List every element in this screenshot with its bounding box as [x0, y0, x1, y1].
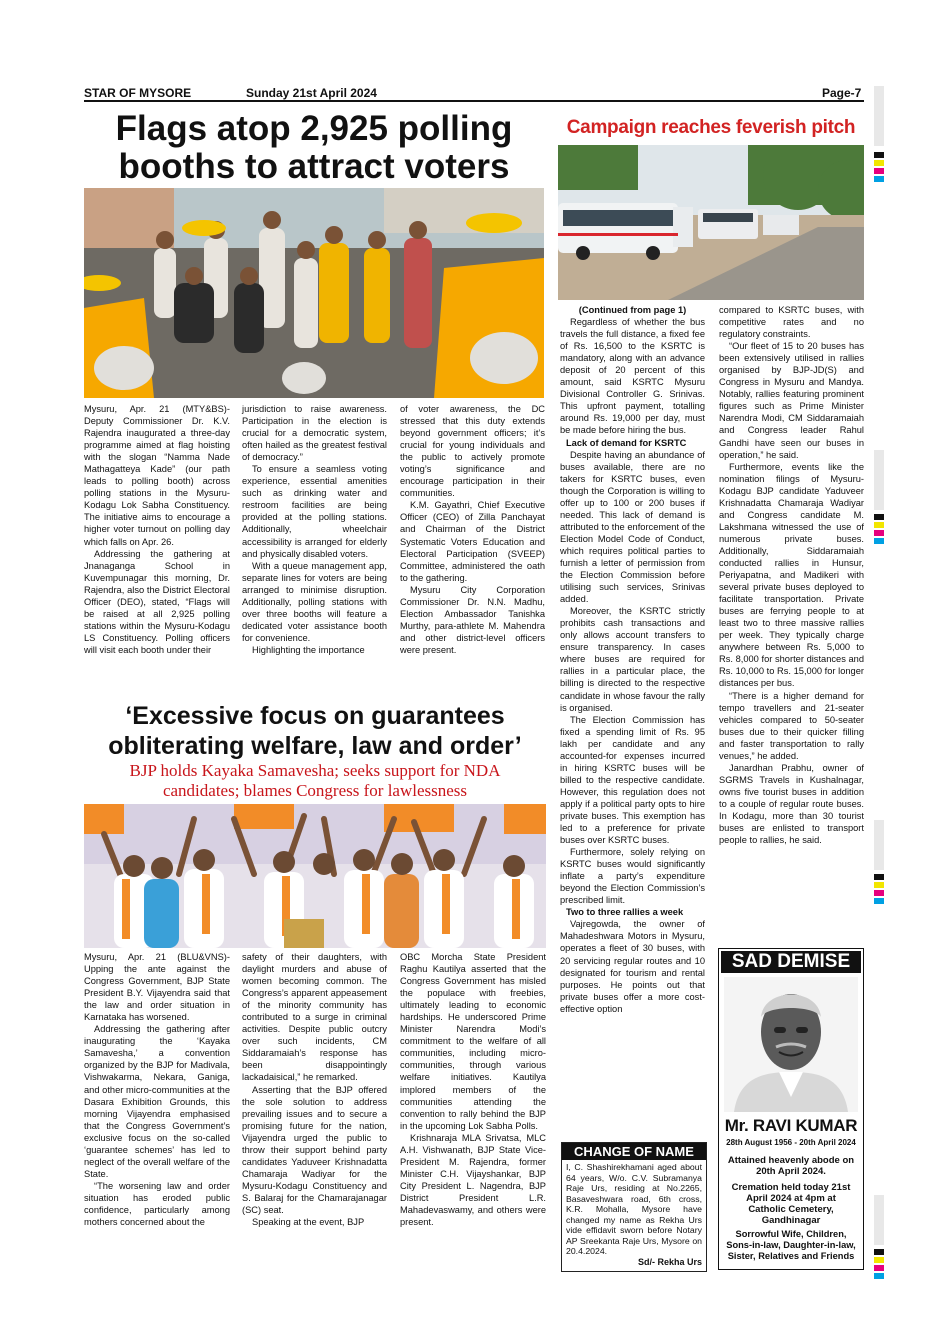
- story1-paragraph: Mysuru, Apr. 21 (MTY&BS)- Deputy Commissioner Dr. K.V. Rajendra inaugurated a three-day programme aimed at flag hoisting with the slogan “Namma Nade Mathagatteya Kade” (our path leads to polling booth) across polling stations in the Mysuru-Kodagu Lok Sabha Constituency. The initiative aims to encourage a higher voter turnout on polling day which falls on Apr. 26.: [84, 404, 230, 547]
- story3-column-1: [560, 304, 705, 1015]
- print-margin-bar: [874, 1195, 884, 1245]
- story2-paragraph: Mysuru, Apr. 21 (BLU&VNS)- Upping the ante against the Congress Government, BJP State President B.Y. Vijayendra said that the law and order situation in Karnataka has worsened.: [84, 952, 230, 1023]
- story3-paragraph: Despite having an abundance of buses available, there are no takers for KSRTC buses, even though the Corporation is willing to offer up to 100 or 200 buses if needed. This lack of demand is attributed to the enforcement of the Election Model Code of Conduct, which requires political parties to furnish a letter of permission from the Election Commission before utilising such services, Srinivas added.: [560, 449, 705, 605]
- story2-paragraph: OBC Morcha State President Raghu Kautilya asserted that the Congress Government has misled the populace with freebies, ultimately leading to economic hardships. He underscored Prime Minister Narendra Modi’s commitment to the welfare of all communities, including micro-communities, through various welfare initiatives. Kautilya implored members of the communities attending the convention to rally behind the BJP in the upcoming Lok Sabha Polls.: [400, 952, 546, 1131]
- header-rule: [84, 100, 864, 102]
- story3-paragraph: Vajregowda, the owner of Mahadeshwara Motors in Mysuru, operates a fleet of 30 buses, with 20 servicing regular routes and 10 designated for tourism and rental purposes. He points out that private buses offer a more cost-effective option: [560, 919, 705, 1014]
- buses-photo-illustration: [558, 145, 864, 300]
- story1-paragraph: Mysuru City Corporation Commissioner Dr. N.N. Madhu, Election Ambassador Tanishka Murthy, para-athlete M. Mahendra and other district-level officers were present.: [400, 584, 545, 655]
- story3-paragraph: “There is a higher demand for tempo travellers and 21-seater vehicles compared to 50-seater buses due to their quicker filling and faster transportation to rally venues,” he added.: [719, 690, 864, 761]
- obituary-cremation: Cremation held today 21st April 2024 at 4pm at Catholic Cemetery, Gandhinagar: [731, 1182, 851, 1226]
- story1-headline: [84, 110, 544, 186]
- story1-column-3: [400, 403, 545, 656]
- story1-column-1: [84, 403, 230, 656]
- story1-headline-line2: booths to attract voters: [118, 147, 510, 186]
- story3-headline: Campaign reaches feverish pitch: [566, 117, 856, 138]
- story1-paragraph: K.M. Gayathri, Chief Executive Officer (CEO) of Zilla Panchayat and Chairman of the District Systematic Voters Education and Electoral Participation (SVEEP) Committee, administered the oath to the gathering.: [400, 500, 545, 583]
- story1-paragraph: of voter awareness, the DC stressed that this duty extends beyond government officers; it’s crucial for young individuals and the public to actively promote voting’s significance and encourage participation in their communities.: [400, 404, 545, 499]
- story2-column-2: [242, 951, 387, 1228]
- story3-subheading: Lack of demand for KSRTC: [566, 437, 687, 448]
- print-margin-bar: [874, 820, 884, 870]
- obituary-title: SAD DEMISE: [721, 951, 861, 973]
- registration-mark: [874, 890, 884, 896]
- story2-paragraph: Speaking at the event, BJP: [252, 1217, 365, 1228]
- page-number: Page-7: [822, 86, 862, 100]
- newspaper-name: STAR OF MYSORE: [84, 86, 192, 100]
- story2-subheadline: [84, 761, 546, 801]
- registration-mark: [874, 176, 884, 182]
- flag-hoisting-photo: [84, 188, 544, 398]
- story2-paragraph: safety of their daughters, with daylight murders and abuse of women becoming common. The Congress’s apparent appeasement of the minority community has contributed to a surge in criminal activities. Despite public outcry over such incidents, CM Siddaramaiah’s response has been disappointingly lackadaisical,” he remarked.: [242, 952, 387, 1083]
- story3-paragraph: Moreover, the KSRTC strictly prohibits cash transactions and only allows account transfers to ensure transparency. In cases where buses are required for rallies in a particular place, the billing is directed to the respective candidate in whose favour the rally is organised.: [560, 606, 705, 713]
- story3-column-2: [719, 304, 864, 846]
- obituary-portrait: [724, 977, 858, 1112]
- story3-paragraph: “Our fleet of 15 to 20 buses has been extensively utilised in rallies organised by BJP-JD(S) and Congress in Mysuru and Mandya. Notably, rallies featuring prominent figures such as Prime Minister Narendra Modi, CM Siddaramaiah and Congress leader Rahul Gandhi have seen our buses in operation,” he said.: [719, 341, 864, 460]
- print-margin-bar: [874, 450, 884, 510]
- issue-date: Sunday 21st April 2024: [246, 86, 377, 100]
- registration-mark: [874, 874, 884, 880]
- portrait-illustration: [724, 977, 858, 1112]
- registration-mark: [874, 514, 884, 520]
- story1-headline-line1: Flags atop 2,925 polling: [115, 109, 513, 148]
- registration-mark: [874, 1249, 884, 1255]
- obituary-family: Sorrowful Wife, Children, Sons-in-law, Daughter-in-law, Sister, Relatives and Friends: [726, 1229, 856, 1261]
- registration-mark: [874, 538, 884, 544]
- registration-mark: [874, 152, 884, 158]
- change-of-name-signature: Sd/- Rekha Urs: [637, 1256, 702, 1267]
- change-of-name-text: I, C. Shashirekhamani aged about 64 years, W/o. C.V. Subramanya Raje Urs, residing at No.2265, Basaveshwara road, 6th cross, K.R. Mohalla, Mysore have changed my name as Rekha Urs vide effidavit sworn before Notary AP Sreekanta Raje Urs, Mysore on 20.4.2024.: [566, 1162, 702, 1256]
- buses-photo: [558, 145, 864, 300]
- story3-paragraph: Furthermore, events like the nomination filings of Mysuru-Kodagu BJP candidate Yaduveer Krishnadatta Chamaraja Wadiyar and Congress candidate M. Lakshmana witnessed the use of numerous private buses. Additionally, Siddaramaiah conducted rallies in Hunsur, Periyapatna, and Madikeri with several private buses deployed to facilitate transportation. Private buses are ferrying people to at least two to three massive rallies per week. They typically charge anywhere between Rs. 5,000 to Rs. 8,000 for shorter distances and Rs. 10,000 to Rs. 15,000 for longer distances per bus.: [719, 461, 864, 689]
- registration-mark: [874, 1273, 884, 1279]
- registration-mark: [874, 168, 884, 174]
- story3-paragraph: compared to KSRTC buses, with competitive rates and no regulatory constraints.: [719, 305, 864, 340]
- story1-paragraph: jurisdiction to raise awareness. Participation in the election is crucial for a democratic system, often hailed as the greatest festival of democracy.”: [242, 404, 387, 463]
- change-of-name-title: CHANGE OF NAME: [562, 1143, 706, 1160]
- story2-column-1: [84, 951, 230, 1228]
- story2-headline: [84, 701, 546, 761]
- story1-paragraph: With a queue management app, separate lines for voters are being arranged to minimise disruption. Additionally, polling stations with over three booths will feature a dedicated voter assistance booth for convenience.: [242, 560, 387, 643]
- story3-paragraph: The Election Commission has fixed a spending limit of Rs. 95 lakh per candidate and any accounted-for expenses incurred in hiring KSRTC buses will be billed to the respective candidate. However, this regulation does not apply if a political party opts to hire private buses. This exemption has led to a preference for private buses over KSRTC buses.: [560, 714, 705, 846]
- story2-paragraph: Addressing the gathering after inaugurating the ‘Kayaka Samavesha,’ a convention organized by the BJP for Madivala, Vishwakarma, Nekara, Ganiga, and other micro-communities at the Dasara Exhibition Grounds, this morning Vijayendra emphasised that the Congress Government’s exclusive focus on the so-called ‘guarantee schemes’ has led to neglect of the overall welfare of the State.: [84, 1024, 230, 1179]
- story3-paragraph: Janardhan Prabhu, owner of SGRMS Travels in Kushalnagar, owns five tourist buses in addition to a couple of regular route buses. In Kodagu, more than 30 tourist buses are enlisted to transport people to rallies, he said.: [719, 762, 864, 846]
- print-margin-bar: [874, 86, 884, 146]
- continued-note: (Continued from page 1): [578, 305, 687, 315]
- story1-column-2: [242, 403, 387, 656]
- story3-paragraph: Furthermore, solely relying on KSRTC buses would significantly inflate a party’s expenditure beyond the Election Commission’s prescribed limit.: [560, 847, 705, 906]
- story2-headline-line2: obliterating welfare, law and order’: [108, 732, 522, 760]
- story1-paragraph: Addressing the gathering at Jnanaganga School in Kuvempunagar this morning, Dr. Rajendra, also the District Electoral Officer (DEO), stated, “Flags will be raised at all 2,925 polling stations within the Mysuru-Kodagu LS Constituency. Polling officers will visit each booth under their: [84, 548, 230, 655]
- story2-paragraph: Asserting that the BJP offered the sole solution to address prevailing issues and to secure a promising future for the nation, Vijayendra urged the public to throw their support behind party candidates Yaduveer Krishnadatta Chamaraja Wadiyar for the Mysuru-Kodagu Constituency and S. Balaraj for the Chamarajanagar (SC) seat.: [242, 1084, 387, 1215]
- story2-paragraph: Krishnaraja MLA Srivatsa, MLC A.H. Vishwanath, BJP State Vice-President M. Rajendra, former Minister C.H. Vijayshankar, BJP City President L. Nagendra, BJP District President L.R. Mahadevaswamy, and others were present.: [400, 1132, 546, 1228]
- story2-headline-line1: ‘Excessive focus on guarantees: [125, 702, 505, 730]
- bjp-convention-photo-illustration: [84, 804, 546, 948]
- registration-mark: [874, 530, 884, 536]
- registration-mark: [874, 882, 884, 888]
- story2-paragraph: “The worsening law and order situation has eroded public confidence, particularly among mothers concerned about the: [84, 1180, 230, 1228]
- bjp-convention-photo: [84, 804, 546, 948]
- deceased-name: Mr. RAVI KUMAR: [724, 1116, 858, 1135]
- story3-paragraph: Regardless of whether the bus travels the full distance, a fixed fee of Rs. 16,500 to the KSRTC is mandatory, along with an advance deposit of 20 percent of this amount, said KSRTC Mysuru Divisional Controller G. Srinivas. This upfront payment, totalling around Rs. 19,000 per day, must be made before hiring the bus.: [560, 317, 705, 436]
- registration-mark: [874, 1265, 884, 1271]
- obituary-box: [718, 948, 864, 1270]
- flag-hoisting-photo-illustration: [84, 188, 544, 398]
- life-dates: 28th August 1956 - 20th April 2024: [726, 1138, 856, 1147]
- story1-paragraph: To ensure a seamless voting experience, essential amenities such as drinking water and restroom facilities are being provided at the polling stations. Additionally, wheelchair accessibility is arranged for elderly and physically disabled voters.: [242, 464, 387, 559]
- obituary-abode: Attained heavenly abode on 20th April 2024.: [727, 1155, 855, 1177]
- registration-mark: [874, 898, 884, 904]
- registration-mark: [874, 160, 884, 166]
- story2-column-3: [400, 951, 546, 1228]
- story2-subheadline-line1: BJP holds Kayaka Samavesha; seeks support for NDA: [129, 761, 501, 780]
- story1-paragraph: Highlighting the importance: [252, 644, 365, 655]
- change-of-name-ad: [561, 1142, 707, 1272]
- story2-subheadline-line2: candidates; blames Congress for lawlessness: [162, 781, 468, 800]
- registration-mark: [874, 1257, 884, 1263]
- story3-subheading: Two to three rallies a week: [566, 907, 684, 918]
- registration-mark: [874, 522, 884, 528]
